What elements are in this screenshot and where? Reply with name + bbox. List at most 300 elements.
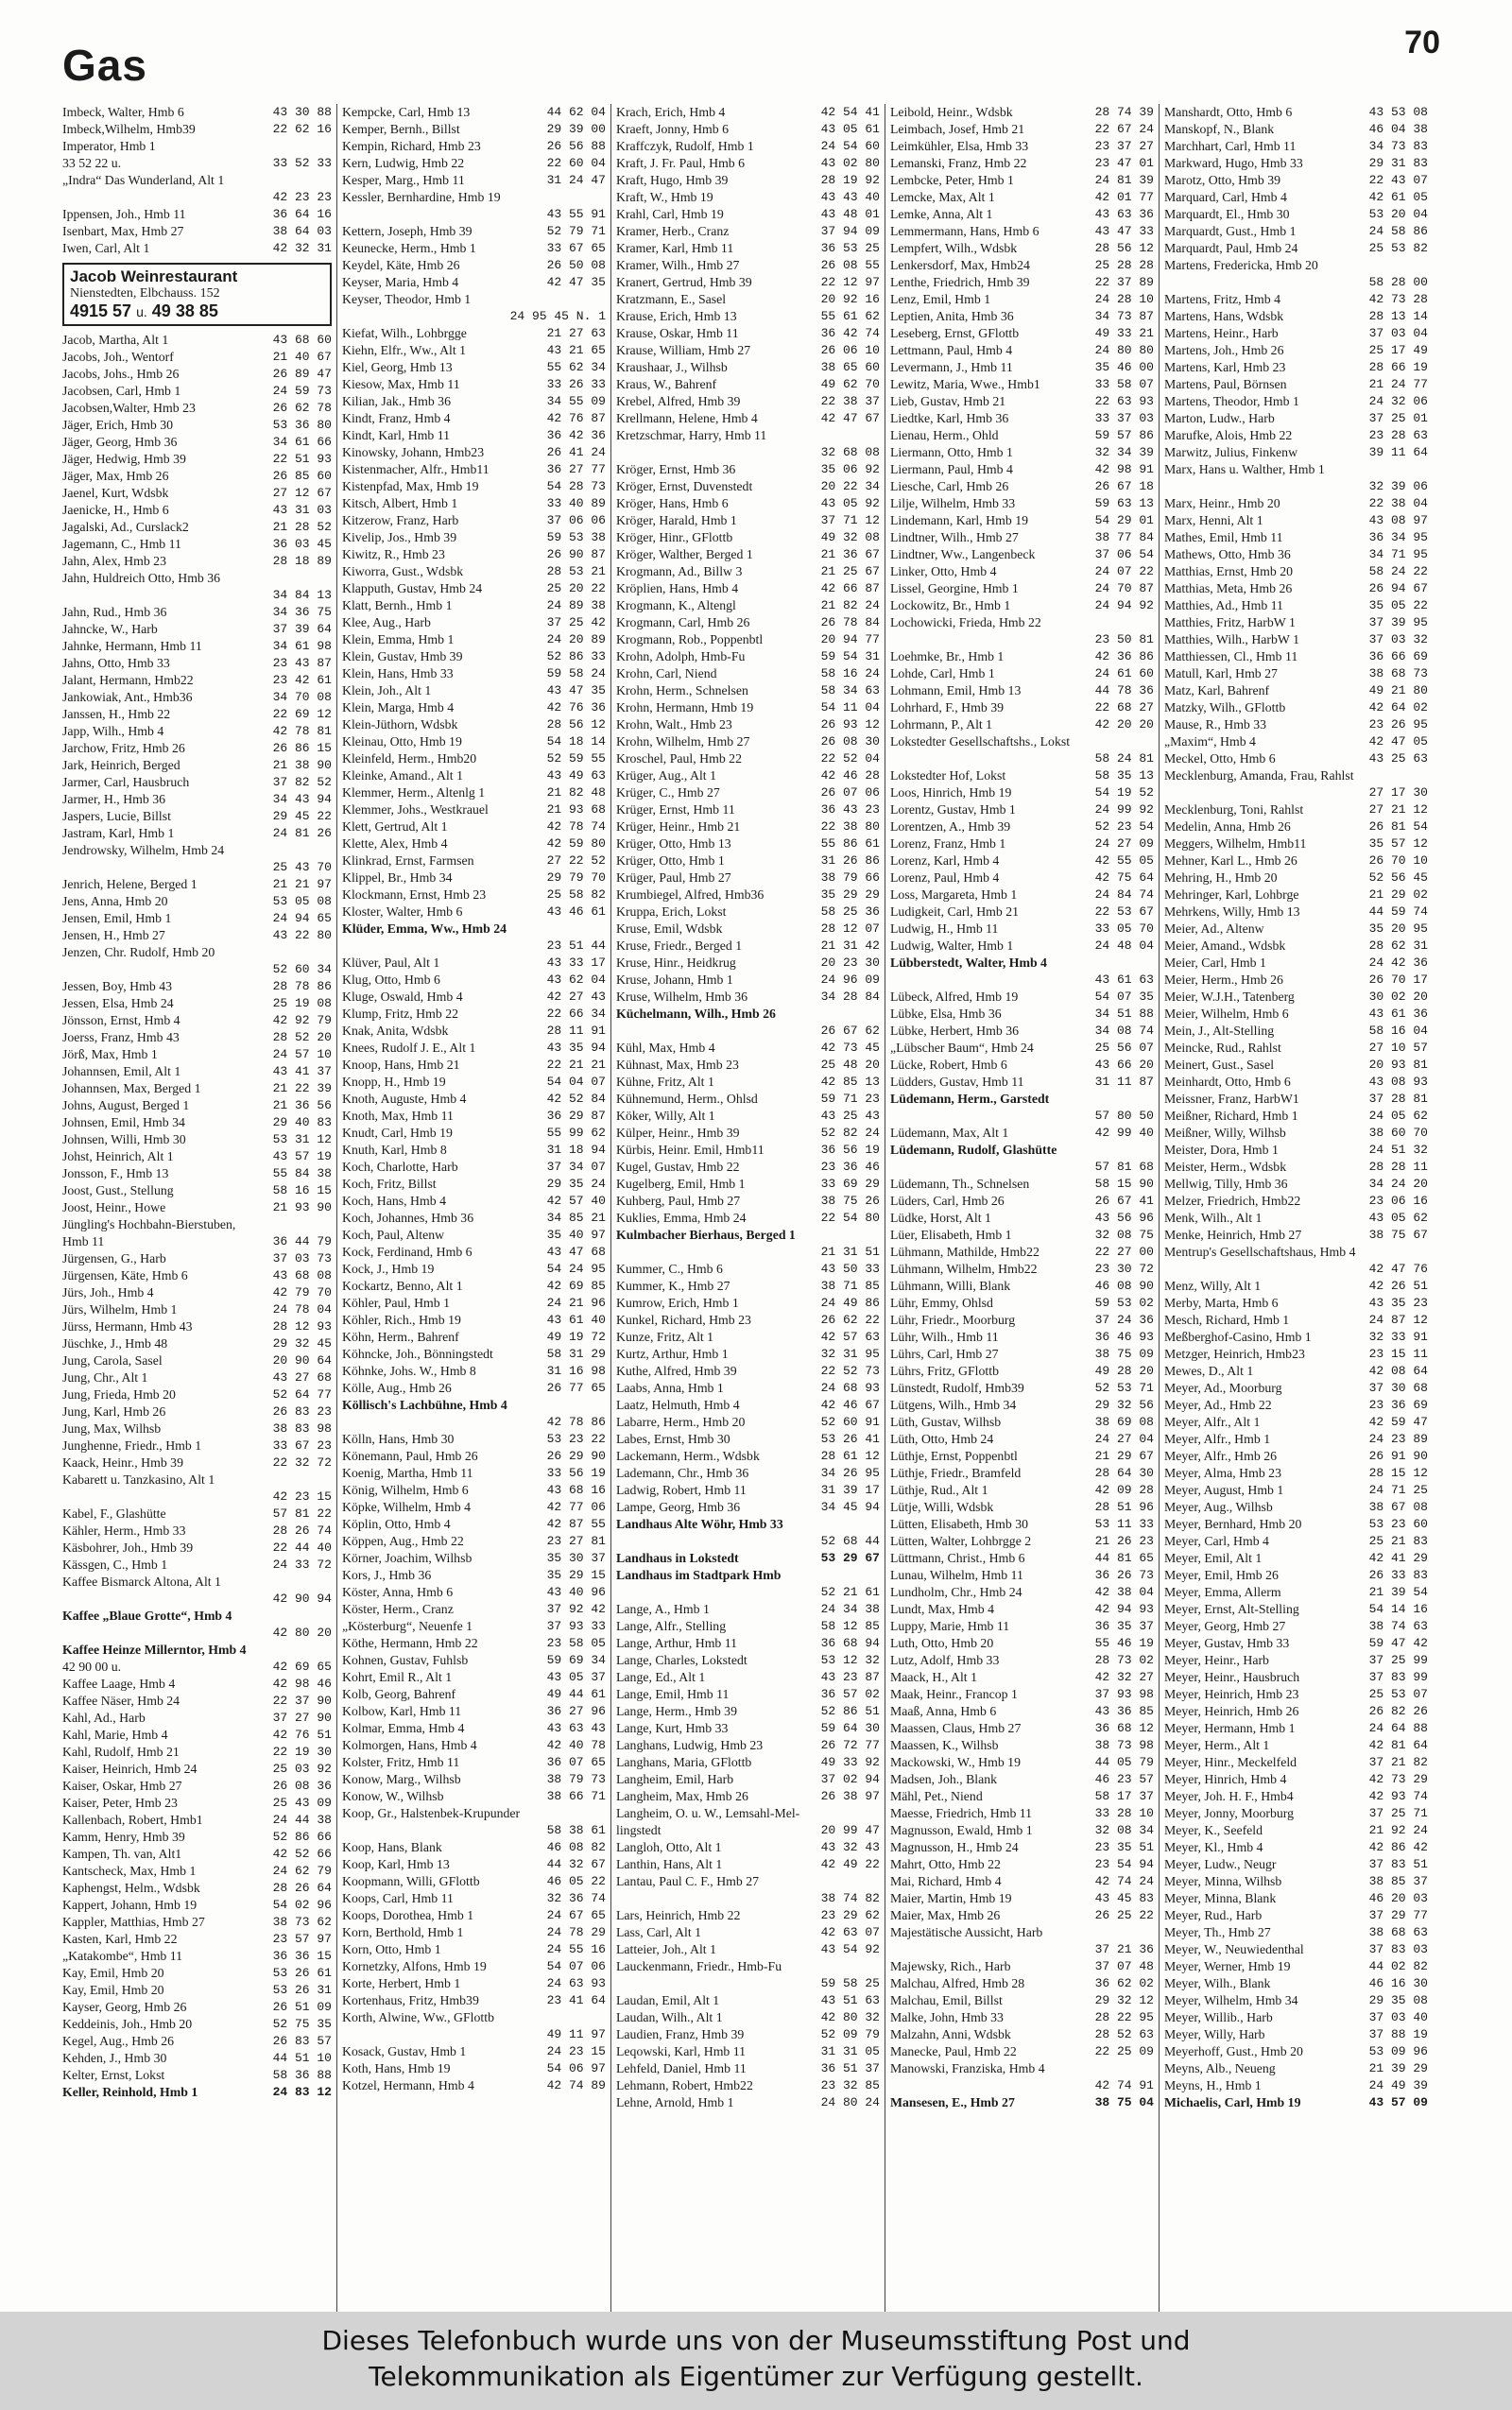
listing-phone: 21 21 97	[272, 877, 332, 891]
listing-phone: 23 32 85	[820, 2078, 880, 2092]
listing-entry	[342, 784, 606, 801]
listing-name: Koop, Gr., Halstenbek-Krupunder	[342, 1806, 521, 1820]
listing-name: Meyer, Willib., Harb	[1164, 2010, 1273, 2024]
listing-name: Lundholm, Chr., Hmb 24	[890, 1585, 1022, 1599]
listing-phone: 42 59 47	[1368, 1415, 1428, 1429]
listing-name: Krohn, Wilhelm, Hmb 27	[616, 734, 750, 749]
listing-phone: 38 75 04	[1094, 2095, 1154, 2109]
listing-phone: 22 37 89	[1094, 275, 1154, 289]
listing-name: Mehringer, Karl, Lohbrge	[1164, 887, 1299, 902]
listing-phone: 21 40 67	[272, 350, 332, 364]
listing-entry	[342, 1533, 606, 1550]
listing-phone: 44 78 36	[1094, 683, 1154, 697]
listing-entry	[616, 1346, 880, 1363]
listing-entry	[890, 1737, 1154, 1754]
listing-entry	[890, 1380, 1154, 1397]
listing-phone: 34 61 98	[272, 639, 332, 653]
listing-phone: 38 69 08	[1094, 1415, 1154, 1429]
listing-name: Johnsen, Emil, Hmb 34	[62, 1115, 185, 1129]
listing-entry	[62, 1046, 332, 1063]
listing-name: Lokstedter Gesellschaftshs., Lokst	[890, 734, 1071, 749]
ad-business-name: Jacob Weinrestaurant	[70, 267, 238, 285]
listing-name: Mathews, Otto, Hmb 36	[1164, 547, 1291, 561]
listing-name: Lütgens, Wilh., Hmb 34	[890, 1398, 1017, 1412]
listing-phone: 52 64 77	[272, 1387, 332, 1402]
listing-entry	[62, 1676, 332, 1693]
listing-name: Meyer, Carl, Hmb 4	[1164, 1534, 1269, 1548]
listing-phone: 42 52 84	[546, 1092, 606, 1106]
listing-phone: 52 59 55	[546, 751, 606, 766]
listing-name: Hmb 11	[62, 1234, 105, 1248]
listing-name: Korth, Alwine, Ww., GFlottb	[342, 2010, 494, 2024]
listing-entry	[1164, 1091, 1428, 1108]
listing-phone: 20 94 77	[820, 632, 880, 646]
listing-name: Kruse, Wilhelm, Hmb 36	[616, 990, 748, 1004]
listing-name: Martens, Fredericka, Hmb 20	[1164, 258, 1318, 272]
listing-name: Köplin, Otto, Hmb 4	[342, 1517, 451, 1531]
listing-name: Mein, J., Alt-Stelling	[1164, 1024, 1275, 1038]
listing-entry	[890, 1754, 1154, 1771]
advertisement-box	[62, 263, 332, 326]
listing-phone: 43 53 08	[1368, 105, 1428, 119]
listing-entry	[62, 859, 332, 876]
listing-name: Malke, John, Hmb 33	[890, 2010, 1004, 2024]
listing-name: Kluge, Oswald, Hmb 4	[342, 990, 463, 1004]
listing-name: Lühr, Friedr., Moorburg	[890, 1313, 1016, 1327]
listing-name: Jahncke, W., Harb	[62, 622, 158, 636]
listing-name: Köpke, Wilhelm, Hmb 4	[342, 1500, 471, 1514]
listing-entry	[1164, 1142, 1428, 1159]
listing-entry	[342, 801, 606, 818]
listing-phone: 43 63 36	[1094, 207, 1154, 221]
listing-entry	[1164, 274, 1428, 291]
listing-phone: 34 43 94	[272, 792, 332, 806]
listing-entry	[616, 1924, 880, 1941]
listing-phone: 28 15 12	[1368, 1466, 1428, 1480]
listing-entry	[616, 1482, 880, 1499]
listing-phone: 21 82 48	[546, 785, 606, 800]
listing-name: Lehne, Arnold, Hmb 1	[616, 2095, 734, 2109]
listing-entry	[342, 2043, 606, 2060]
listing-entry	[62, 1965, 332, 1982]
listing-phone: 21 28 52	[272, 520, 332, 534]
listing-name: Kölln, Hans, Hmb 30	[342, 1432, 455, 1446]
listing-entry	[890, 921, 1154, 938]
listing-entry	[62, 1625, 332, 1642]
listing-name: Meyerhoff, Gust., Hmb 20	[1164, 2044, 1303, 2058]
listing-name: Joerss, Franz, Hmb 43	[62, 1030, 180, 1044]
listing-name: Mellwig, Tilly, Hmb 36	[1164, 1177, 1288, 1191]
listing-phone: 24 71 25	[1368, 1483, 1428, 1497]
listing-phone: 42 57 63	[820, 1330, 880, 1344]
listing-name: Kivelip, Jos., Hmb 39	[342, 530, 457, 544]
listing-entry	[890, 495, 1154, 512]
listing-entry	[616, 478, 880, 495]
listing-entry	[890, 257, 1154, 274]
listing-phone: 23 27 81	[546, 1534, 606, 1548]
listing-entry	[1164, 2043, 1428, 2060]
listing-phone: 49 21 80	[1368, 683, 1428, 697]
listing-name: Lange, Charles, Lokstedt	[616, 1653, 747, 1667]
listing-name: Krumbiegel, Alfred, Hmb36	[616, 887, 765, 902]
listing-phone: 52 09 79	[820, 2027, 880, 2041]
listing-entry	[1164, 1737, 1428, 1754]
listing-name: Jürss, Hermann, Hmb 43	[62, 1319, 193, 1334]
listing-entry	[342, 1805, 606, 1822]
listing-name: Loos, Hinrich, Hmb 19	[890, 785, 1012, 800]
listing-phone: 43 27 68	[272, 1370, 332, 1385]
listing-entry	[342, 597, 606, 614]
listing-phone: 22 25 09	[1094, 2044, 1154, 2058]
listing-name: Kiesow, Max, Hmb 11	[342, 377, 460, 391]
listing-name: Johnsen, Willi, Hmb 30	[62, 1132, 186, 1146]
listing-name: Laabs, Anna, Hmb 1	[616, 1381, 724, 1395]
listing-entry	[62, 223, 332, 240]
listing-entry	[616, 1414, 880, 1431]
listing-entry	[1164, 291, 1428, 308]
listing-entry	[890, 1601, 1154, 1618]
listing-phone: 28 19 92	[820, 173, 880, 187]
listing-name: Kunkel, Richard, Hmb 23	[616, 1313, 751, 1327]
listing-name: Matzky, Wilh., GFlottb	[1164, 700, 1286, 714]
listing-entry	[62, 383, 332, 400]
listing-phone: 29 39 00	[546, 122, 606, 136]
listing-phone: 24 99 92	[1094, 802, 1154, 817]
ad-address: Nienstedten, Elbchauss. 152	[70, 286, 220, 301]
listing-entry	[1164, 2009, 1428, 2026]
listing-entry	[62, 1795, 332, 1812]
listing-phone: 36 51 37	[820, 2061, 880, 2075]
listing-phone: 26 93 12	[820, 717, 880, 732]
listing-entry	[62, 155, 332, 172]
listing-entry	[62, 774, 332, 791]
listing-name: Lüders, Carl, Hmb 26	[890, 1194, 1005, 1208]
listing-name: Krohn, Herm., Schnelsen	[616, 683, 748, 697]
listing-entry	[1164, 1533, 1428, 1550]
listing-name: Meier, Ad., Altenw	[1164, 921, 1264, 936]
listing-name: Kessler, Bernhardine, Hmb 19	[342, 190, 501, 204]
listing-entry	[342, 1057, 606, 1074]
listing-entry	[62, 2050, 332, 2067]
listing-name: Menke, Heinrich, Hmb 27	[1164, 1228, 1302, 1242]
listing-entry	[1164, 597, 1428, 614]
listing-phone: 54 07 35	[1094, 990, 1154, 1004]
listing-phone: 42 85 13	[820, 1075, 880, 1089]
listing-name: Ippensen, Joh., Hmb 11	[62, 207, 186, 221]
listing-entry	[616, 1890, 880, 1907]
listing-entry	[616, 1669, 880, 1686]
listing-entry	[616, 138, 880, 155]
listing-phone: 33 37 03	[1094, 411, 1154, 425]
listing-name: Jung, Frieda, Hmb 20	[62, 1387, 176, 1402]
listing-phone: 37 29 77	[1368, 1908, 1428, 1922]
listing-phone: 36 27 77	[546, 462, 606, 476]
listing-phone: 25 53 07	[1368, 1687, 1428, 1701]
listing-phone: 42 90 94	[272, 1592, 332, 1606]
listing-phone: 36 42 36	[546, 428, 606, 442]
listing-name: Jensen, H., Hmb 27	[62, 928, 165, 942]
listing-phone: 34 61 66	[272, 435, 332, 449]
listing-phone: 26 78 84	[820, 615, 880, 629]
listing-phone: 24 20 89	[546, 632, 606, 646]
listing-name: Marton, Ludw., Harb	[1164, 411, 1275, 425]
listing-phone: 22 62 16	[272, 122, 332, 136]
listing-phone: 25 43 09	[272, 1796, 332, 1810]
listing-name: Jäger, Max, Hmb 26	[62, 469, 169, 483]
listing-name: Jagalski, Ad., Curslack2	[62, 520, 189, 534]
listing-phone: 42 46 67	[820, 1398, 880, 1412]
listing-name: Kahl, Ad., Harb	[62, 1711, 146, 1725]
listing-phone: 24 61 60	[1094, 666, 1154, 680]
listing-entry	[616, 189, 880, 206]
listing-name: Koop, Hans, Blank	[342, 1840, 442, 1854]
listing-name: Menk, Wilh., Alt 1	[1164, 1211, 1263, 1225]
listing-entry	[616, 1839, 880, 1856]
listing-entry	[342, 665, 606, 682]
listing-name: Kröplien, Hans, Hmb 4	[616, 581, 739, 595]
listing-name: Maier, Martin, Hmb 19	[890, 1891, 1012, 1905]
listing-name: Langheim, O. u. W., Lemsahl-Mel-	[616, 1806, 800, 1820]
listing-name: Lüth, Otto, Hmb 24	[890, 1432, 994, 1446]
listing-phone: 46 23 57	[1094, 1772, 1154, 1786]
listing-phone: 22 53 67	[1094, 904, 1154, 919]
listing-entry	[62, 1761, 332, 1778]
listing-entry	[890, 1941, 1154, 1958]
listing-name: Jahn, Alex, Hmb 23	[62, 554, 166, 568]
listing-name: Kumrow, Erich, Hmb 1	[616, 1296, 739, 1310]
listing-entry	[890, 580, 1154, 597]
listing-name: Linker, Otto, Hmb 4	[890, 564, 997, 578]
listing-name: Lühr, Emmy, Ohlsd	[890, 1296, 993, 1310]
listing-entry	[342, 240, 606, 257]
listing-name: Korn, Otto, Hmb 1	[342, 1942, 441, 1956]
listing-name: „Indra“ Das Wunderland, Alt 1	[62, 173, 225, 187]
listing-name: Meyer, Alfr., Hmb 26	[1164, 1449, 1278, 1463]
listing-name: Lange, Kurt, Hmb 33	[616, 1721, 729, 1735]
listing-entry	[62, 1420, 332, 1437]
listing-name: Lütten, Walter, Lohbrgge 2	[890, 1534, 1032, 1548]
listing-entry	[342, 835, 606, 852]
listing-entry	[616, 835, 880, 852]
listing-entry	[342, 1686, 606, 1703]
listing-name: Jarmer, Carl, Hausbruch	[62, 775, 190, 789]
listing-phone: 33 69 29	[820, 1177, 880, 1191]
listing-phone: 31 26 86	[820, 853, 880, 868]
listing-phone: 58 38 61	[546, 1823, 606, 1837]
listing-name: Lenkersdorf, Max, Hmb24	[890, 258, 1030, 272]
listing-entry	[342, 529, 606, 546]
listing-phone: 59 58 25	[820, 1976, 880, 1990]
listing-name: Lewitz, Maria, Wwe., Hmb1	[890, 377, 1040, 391]
listing-phone: 59 64 30	[820, 1721, 880, 1735]
listing-entry	[890, 1992, 1154, 2009]
listing-phone: 29 79 70	[546, 870, 606, 885]
listing-phone: 33 67 23	[272, 1438, 332, 1453]
listing-phone: 24 83 12	[272, 2085, 332, 2099]
listing-entry	[890, 1669, 1154, 1686]
listing-entry	[616, 1176, 880, 1193]
listing-phone: 26 90 87	[546, 547, 606, 561]
listing-phone: 53 12 32	[820, 1653, 880, 1667]
listing-entry	[890, 699, 1154, 716]
listing-name: Kallenbach, Robert, Hmb1	[62, 1813, 203, 1827]
listing-entry	[616, 750, 880, 767]
listing-name: Metzger, Heinrich, Hmb23	[1164, 1347, 1305, 1361]
listing-name: Langhans, Ludwig, Hmb 23	[616, 1738, 764, 1752]
listing-name: Meyer, August, Hmb 1	[1164, 1483, 1284, 1497]
listing-entry	[342, 682, 606, 699]
listing-entry	[1164, 955, 1428, 972]
listing-phone: 29 35 08	[1368, 1993, 1428, 2007]
listing-name: Jacob, Martha, Alt 1	[62, 333, 169, 347]
listing-name: Klemmer, Herm., Altenlg 1	[342, 785, 486, 800]
listing-entry	[890, 1074, 1154, 1091]
listing-entry	[342, 155, 606, 172]
listing-name: Kayser, Georg, Hmb 26	[62, 2000, 187, 2014]
listing-entry	[62, 893, 332, 910]
listing-phone: 25 58 82	[546, 887, 606, 902]
listing-name: Meister, Dora, Hmb 1	[1164, 1143, 1279, 1157]
listing-entry	[890, 1142, 1154, 1159]
listing-phone: 42 40 78	[546, 1738, 606, 1752]
listing-phone: 38 79 73	[546, 1772, 606, 1786]
listing-name: Kramer, Karl, Hmb 11	[616, 241, 734, 255]
listing-phone: 58 34 63	[820, 683, 880, 697]
listing-entry	[1164, 427, 1428, 444]
listing-name: Leimbach, Josef, Hmb 21	[890, 122, 1025, 136]
listing-entry	[616, 2009, 880, 2026]
listing-phone: 42 93 74	[1368, 1789, 1428, 1803]
listing-entry	[890, 1312, 1154, 1329]
listing-phone: 58 36 88	[272, 2068, 332, 2082]
listing-entry	[616, 1958, 880, 1975]
listing-entry	[342, 1839, 606, 1856]
listing-phone: 43 49 63	[546, 768, 606, 783]
listing-phone: 36 57 02	[820, 1687, 880, 1701]
listing-phone: 37 82 52	[272, 775, 332, 789]
listing-entry	[342, 1159, 606, 1176]
listing-name: Kamm, Henry, Hmb 39	[62, 1830, 185, 1844]
listing-entry	[890, 1006, 1154, 1023]
listing-name	[62, 1591, 66, 1608]
listing-entry	[62, 138, 332, 155]
listing-entry	[62, 2033, 332, 2050]
listing-phone: 21 38 90	[272, 758, 332, 772]
listing-entry	[890, 2060, 1154, 2077]
listing-entry	[1164, 376, 1428, 393]
listing-entry	[342, 1601, 606, 1618]
listing-name: Lemmermann, Hans, Hmb 6	[890, 224, 1040, 238]
listing-entry	[1164, 1108, 1428, 1125]
listing-phone: 44 59 74	[1368, 904, 1428, 919]
listing-entry	[890, 121, 1154, 138]
listing-entry	[342, 1380, 606, 1397]
listing-phone: 43 50 33	[820, 1262, 880, 1276]
listing-name: Knees, Rudolf J. E., Alt 1	[342, 1041, 476, 1055]
listing-entry	[616, 104, 880, 121]
listing-name: Kretzschmar, Harry, Hmb 11	[616, 428, 767, 442]
listing-name: Kraft, J. Fr. Paul, Hmb 6	[616, 156, 746, 170]
listing-entry	[342, 904, 606, 921]
listing-name: Kühne, Fritz, Alt 1	[616, 1075, 714, 1089]
listing-phone: 28 64 30	[1094, 1466, 1154, 1480]
listing-phone: 22 27 00	[1094, 1245, 1154, 1259]
listing-phone: 42 80 32	[820, 2010, 880, 2024]
listing-entry	[62, 1846, 332, 1863]
listing-name: Matthies, Wilh., HarbW 1	[1164, 632, 1300, 646]
listing-entry	[1164, 1941, 1428, 1958]
listing-name: Kosack, Gustav, Hmb 1	[342, 2044, 467, 2058]
listing-name: Klein-Jüthorn, Wdsbk	[342, 717, 458, 732]
listing-entry	[342, 887, 606, 904]
listing-phone: 43 32 43	[820, 1840, 880, 1854]
listing-entry	[1164, 716, 1428, 733]
listing-name: Marufke, Alois, Hmb 22	[1164, 428, 1293, 442]
listing-name: Maier, Max, Hmb 26	[890, 1908, 1001, 1922]
listing-phone: 37 93 33	[546, 1619, 606, 1633]
listing-entry	[890, 614, 1154, 631]
listing-phone: 43 51 63	[820, 1993, 880, 2007]
listing-entry	[890, 1057, 1154, 1074]
listing-phone: 23 36 69	[1368, 1398, 1428, 1412]
listing-name: Langheim, Max, Hmb 26	[616, 1789, 748, 1803]
listing-phone: 54 29 01	[1094, 513, 1154, 527]
listing-entry	[342, 1669, 606, 1686]
listing-name: Jahns, Otto, Hmb 33	[62, 656, 170, 670]
listing-entry	[1164, 665, 1428, 682]
listing-phone: 42 54 41	[820, 105, 880, 119]
listing-entry	[62, 757, 332, 774]
listing-name: Leimkühler, Elsa, Hmb 33	[890, 139, 1029, 153]
listing-phone: 44 51 10	[272, 2051, 332, 2065]
listing-name: Klockmann, Ernst, Hmb 23	[342, 887, 487, 902]
listing-name: Kröger, Hans, Hmb 6	[616, 496, 729, 510]
listing-phone: 23 06 16	[1368, 1194, 1428, 1208]
listing-phone: 23 41 64	[546, 1993, 606, 2007]
listing-phone: 37 39 64	[272, 622, 332, 636]
listing-phone: 42 94 93	[1094, 1602, 1154, 1616]
listing-name: Manowski, Franziska, Hmb 4	[890, 2061, 1045, 2075]
listing-phone: 34 51 88	[1094, 1007, 1154, 1021]
listing-phone: 28 52 20	[272, 1030, 332, 1044]
listing-entry	[616, 291, 880, 308]
listing-name: König, Wilhelm, Hmb 6	[342, 1483, 469, 1497]
listing-phone: 38 75 26	[820, 1194, 880, 1208]
listing-entry	[62, 2016, 332, 2033]
listing-name: Külper, Heinr., Hmb 39	[616, 1126, 740, 1140]
directory-columns	[62, 104, 1433, 2315]
listing-name: Köhncke, Joh., Bönningstedt	[342, 1347, 493, 1361]
listing-phone: 42 63 07	[820, 1925, 880, 1939]
listing-phone: 42 32 31	[272, 241, 332, 255]
listing-entry	[890, 1227, 1154, 1244]
listing-name	[616, 1584, 620, 1601]
listing-name: Kolster, Fritz, Hmb 11	[342, 1755, 460, 1769]
listing-phone: 42 20 20	[1094, 717, 1154, 732]
listing-phone: 42 79 70	[272, 1285, 332, 1300]
listing-phone: 29 40 83	[272, 1115, 332, 1129]
listing-phone: 22 32 72	[272, 1455, 332, 1470]
listing-name: Kiwitz, R., Hmb 23	[342, 547, 445, 561]
listing-phone: 55 46 19	[1094, 1636, 1154, 1650]
listing-phone: 32 34 39	[1094, 445, 1154, 459]
listing-entry	[62, 587, 332, 604]
listing-name: Knudt, Carl, Hmb 19	[342, 1126, 453, 1140]
listing-phone: 38 85 37	[1368, 1874, 1428, 1888]
listing-entry	[342, 1550, 606, 1567]
listing-name: Kantscheck, Max, Hmb 1	[62, 1864, 197, 1878]
listing-name: Liesche, Carl, Hmb 26	[890, 479, 1009, 493]
